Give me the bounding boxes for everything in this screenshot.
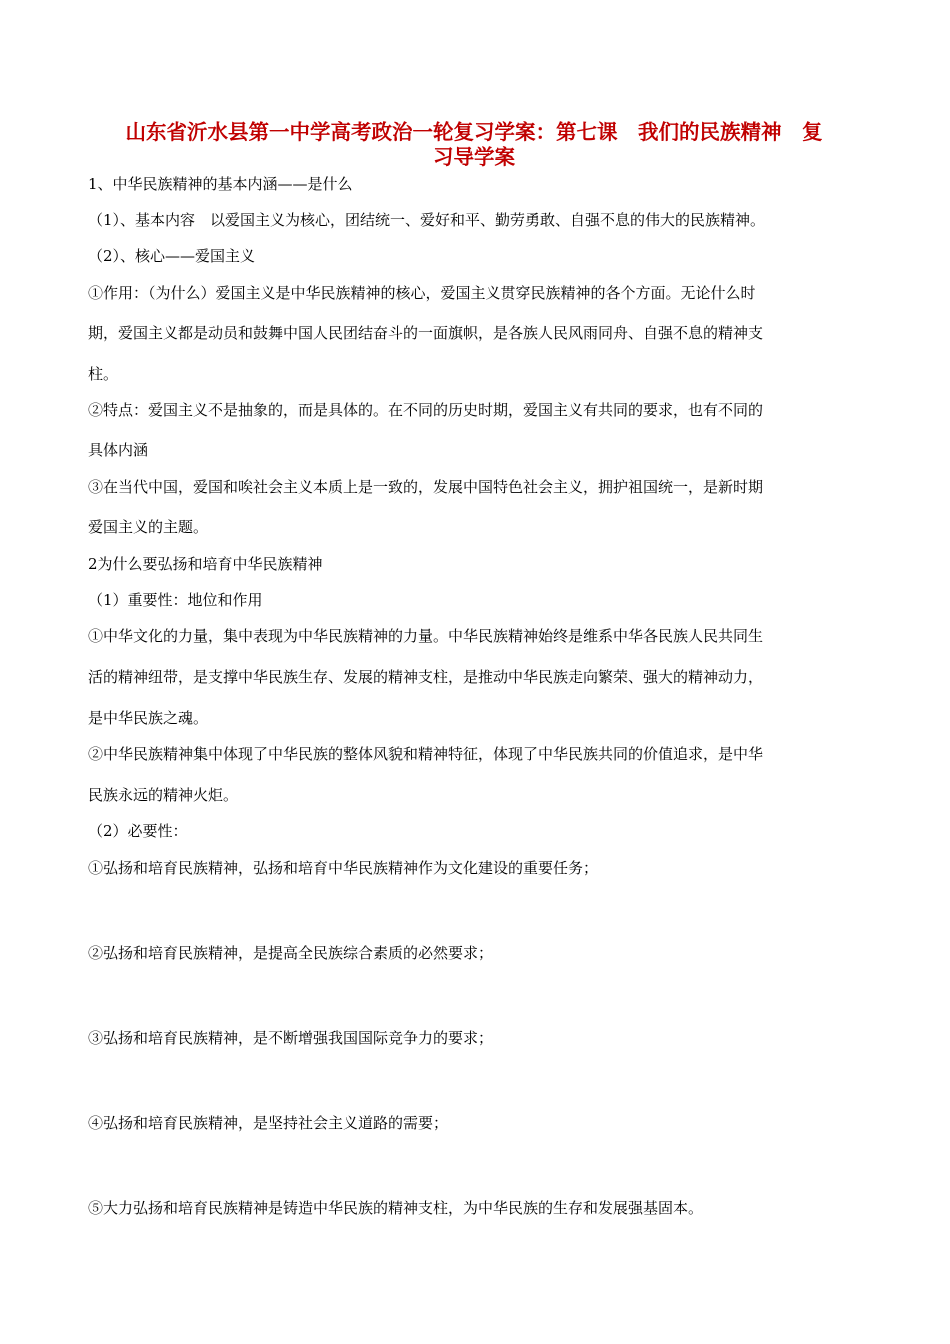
text-line: 爱国主义的主题。	[88, 518, 209, 536]
text-line: 柱。	[88, 365, 119, 383]
text-line: ①作用：（为什么）爱国主义是中华民族精神的核心，爱国主义贯穿民族精神的各个方面。无论什么时	[88, 284, 756, 302]
text-line: 活的精神纽带，是支撑中华民族生存、发展的精神支柱，是推动中华民族走向繁荣、强大的精神动力，	[88, 668, 764, 686]
text-line: 是中华民族之魂。	[88, 709, 209, 727]
text-line: 民族永远的精神火炬。	[88, 786, 239, 804]
document-title	[88, 120, 860, 170]
necessity-item-3: ③弘扬和培育民族精神，是不断增强我国国际竞争力的要求；	[88, 1029, 494, 1047]
necessity-item-2: ②弘扬和培育民族精神，是提高全民族综合素质的必然要求；	[88, 944, 494, 962]
section-2-heading: 2为什么要弘扬和培育中华民族精神	[88, 555, 323, 573]
text-line: 具体内涵	[88, 441, 149, 459]
necessity-heading: （2）必要性：	[88, 822, 188, 840]
core-heading: （2）、核心——爱国主义	[88, 247, 256, 265]
importance-heading: （1）重要性：地位和作用	[88, 591, 263, 609]
basic-content-line: （1）、基本内容 以爱国主义为核心，团结统一、爱好和平、勤劳勇敢、自强不息的伟大的民族精神。	[88, 211, 766, 229]
title-line-1: 山东省沂水县第一中学高考政治一轮复习学案：第七课 我们的民族精神 复	[125, 120, 823, 144]
necessity-item-4: ④弘扬和培育民族精神，是坚持社会主义道路的需要；	[88, 1114, 449, 1132]
text-line: ②中华民族精神集中体现了中华民族的整体风貌和精神特征，体现了中华民族共同的价值追求，是中华	[88, 745, 764, 763]
text-line: ②特点：爱国主义不是抽象的，而是具体的。在不同的历史时期，爱国主义有共同的要求，也有不同的	[88, 401, 764, 419]
text-line: ③在当代中国，爱国和唉社会主义本质上是一致的，发展中国特色社会主义，拥护祖国统一，是新时期	[88, 478, 764, 496]
title-line-2: 习导学案	[433, 145, 515, 169]
necessity-item-5: ⑤大力弘扬和培育民族精神是铸造中华民族的精神支柱，为中华民族的生存和发展强基固本。	[88, 1199, 704, 1217]
necessity-item-1: ①弘扬和培育民族精神，弘扬和培育中华民族精神作为文化建设的重要任务；	[88, 859, 599, 877]
section-1-heading: 1、中华民族精神的基本内涵——是什么	[88, 175, 353, 193]
text-line: 期，爱国主义都是动员和鼓舞中国人民团结奋斗的一面旗帜，是各族人民风雨同舟、自强不息的精神支	[88, 324, 764, 342]
text-line: ①中华文化的力量，集中表现为中华民族精神的力量。中华民族精神始终是维系中华各民族人民共同生	[88, 627, 764, 645]
